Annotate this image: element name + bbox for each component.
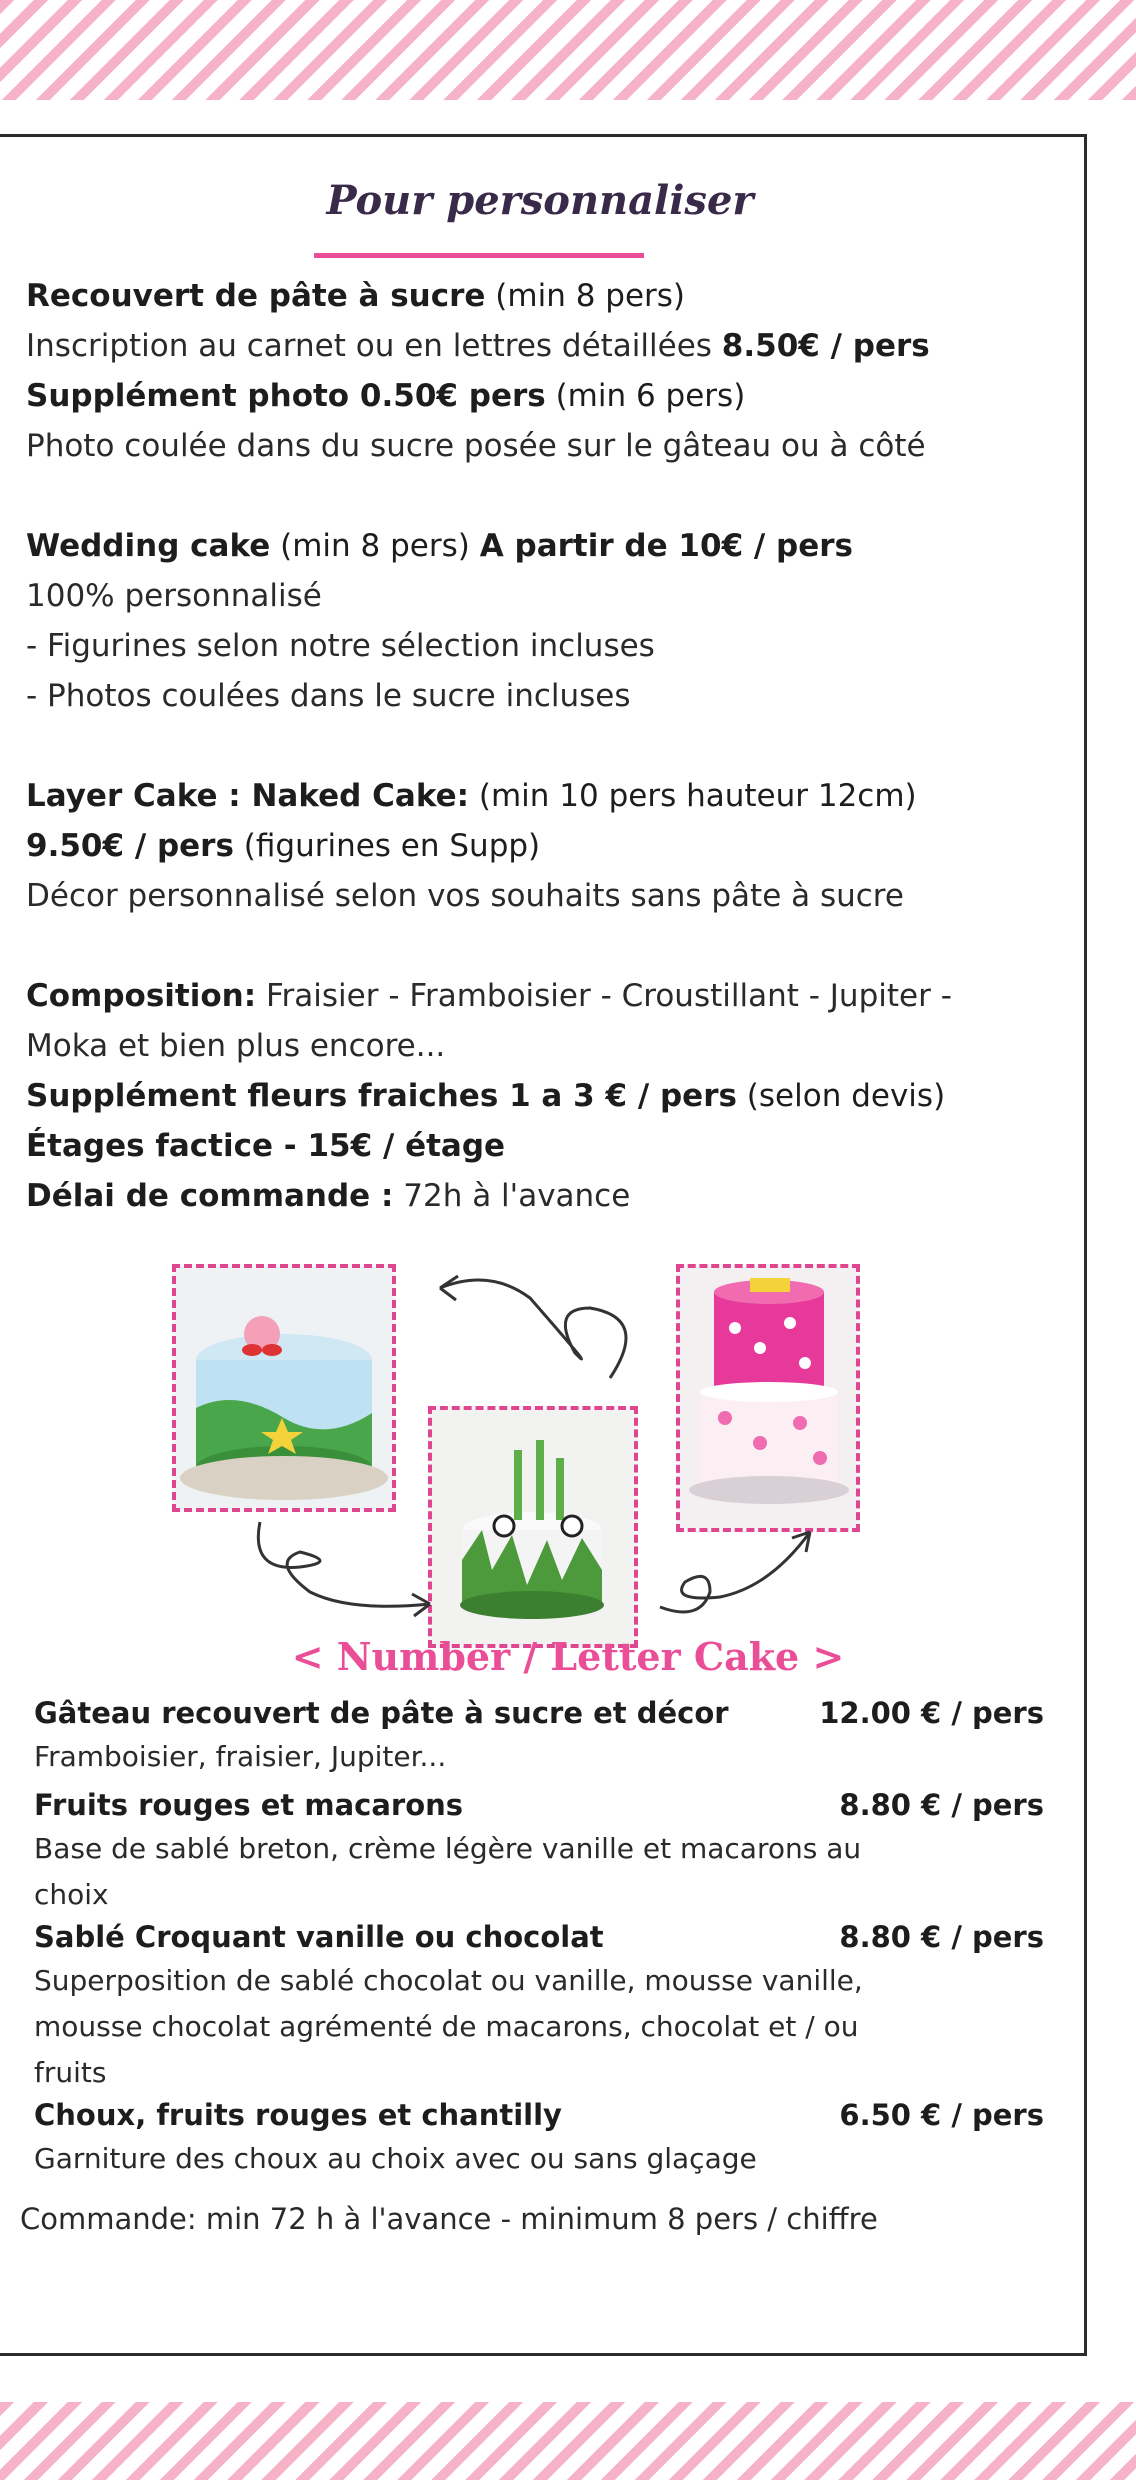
item-desc: Framboisier, fraisier, Jupiter... <box>34 1740 447 1773</box>
item-price: 6.50 € / pers <box>839 2098 1044 2132</box>
line-delai: Délai de commande : 72h à l'avance <box>26 1178 631 1214</box>
cake-panda-illustration <box>432 1410 634 1644</box>
line-etages: Étages factice - 15€ / étage <box>26 1128 506 1164</box>
item-row <box>34 1918 1044 1956</box>
item-price: 8.80 € / pers <box>839 1788 1044 1822</box>
item-name: Gâteau recouvert de pâte à sucre et décor <box>34 1696 729 1730</box>
item-desc: Superposition de sablé chocolat ou vanille, mousse vanille, <box>34 1964 863 1997</box>
item-desc: mousse chocolat agrémenté de macarons, chocolat et / ou <box>34 2010 859 2043</box>
line-decor: Décor personnalisé selon vos souhaits sans pâte à sucre <box>26 878 904 914</box>
order-note: Commande: min 72 h à l'avance - minimum 8 pers / chiffre <box>20 2202 878 2236</box>
item-price: 8.80 € / pers <box>839 1920 1044 1954</box>
item-name: Fruits rouges et macarons <box>34 1788 464 1822</box>
item-row <box>34 1694 1044 1732</box>
arrow-decoration-right <box>640 1512 820 1622</box>
cake-pink-illustration <box>680 1268 856 1528</box>
line-composition: Composition: Fraisier - Framboisier - Croustillant - Jupiter - <box>26 978 952 1014</box>
item-price: 12.00 € / pers <box>819 1696 1044 1730</box>
item-desc: Garniture des choux au choix avec ou sans glaçage <box>34 2142 757 2175</box>
item-row <box>34 2096 1044 2134</box>
line-personnalise: 100% personnalisé <box>26 578 322 614</box>
top-decorative-stripe <box>0 0 1136 100</box>
section-title: Pour personnaliser <box>326 177 754 224</box>
cake-kirby-illustration <box>176 1268 392 1508</box>
line-fleurs: Supplément fleurs fraiches 1 a 3 € / pers (selon devis) <box>26 1078 946 1114</box>
line-inscription: Inscription au carnet ou en lettres détaillées 8.50€ / pers <box>26 328 930 364</box>
title-underline <box>314 253 644 258</box>
arrow-decoration-top <box>400 1258 660 1408</box>
line-layer-cake: Layer Cake : Naked Cake: (min 10 pers hauteur 12cm) <box>26 778 917 814</box>
line-photo-coulee: Photo coulée dans du sucre posée sur le gâteau ou à côté <box>26 428 926 464</box>
item-desc: Base de sablé breton, crème légère vanille et macarons au <box>34 1832 862 1865</box>
item-row <box>34 1786 1044 1824</box>
cake-photo-kirby <box>172 1264 396 1512</box>
cake-photo-pink <box>676 1264 860 1532</box>
item-desc: fruits <box>34 2056 107 2089</box>
item-name: Sablé Croquant vanille ou chocolat <box>34 1920 604 1954</box>
line-moka: Moka et bien plus encore... <box>26 1028 446 1064</box>
line-layer-price: 9.50€ / pers (figurines en Supp) <box>26 828 541 864</box>
line-figurines: - Figurines selon notre sélection incluses <box>26 628 655 664</box>
item-name: Choux, fruits rouges et chantilly <box>34 2098 562 2132</box>
line-photos-coulees: - Photos coulées dans le sucre incluses <box>26 678 631 714</box>
line-wedding-cake: Wedding cake (min 8 pers) A partir de 10€ / pers <box>26 528 854 564</box>
bottom-decorative-stripe <box>0 2402 1136 2480</box>
arrow-decoration-left <box>240 1512 440 1622</box>
number-letter-cake-title: < Number / Letter Cake > <box>291 1634 845 1679</box>
line-recouvert: Recouvert de pâte à sucre (min 8 pers) <box>26 278 686 314</box>
line-supplement-photo: Supplément photo 0.50€ pers (min 6 pers) <box>26 378 746 414</box>
item-desc: choix <box>34 1878 109 1911</box>
cake-photo-panda <box>428 1406 638 1648</box>
